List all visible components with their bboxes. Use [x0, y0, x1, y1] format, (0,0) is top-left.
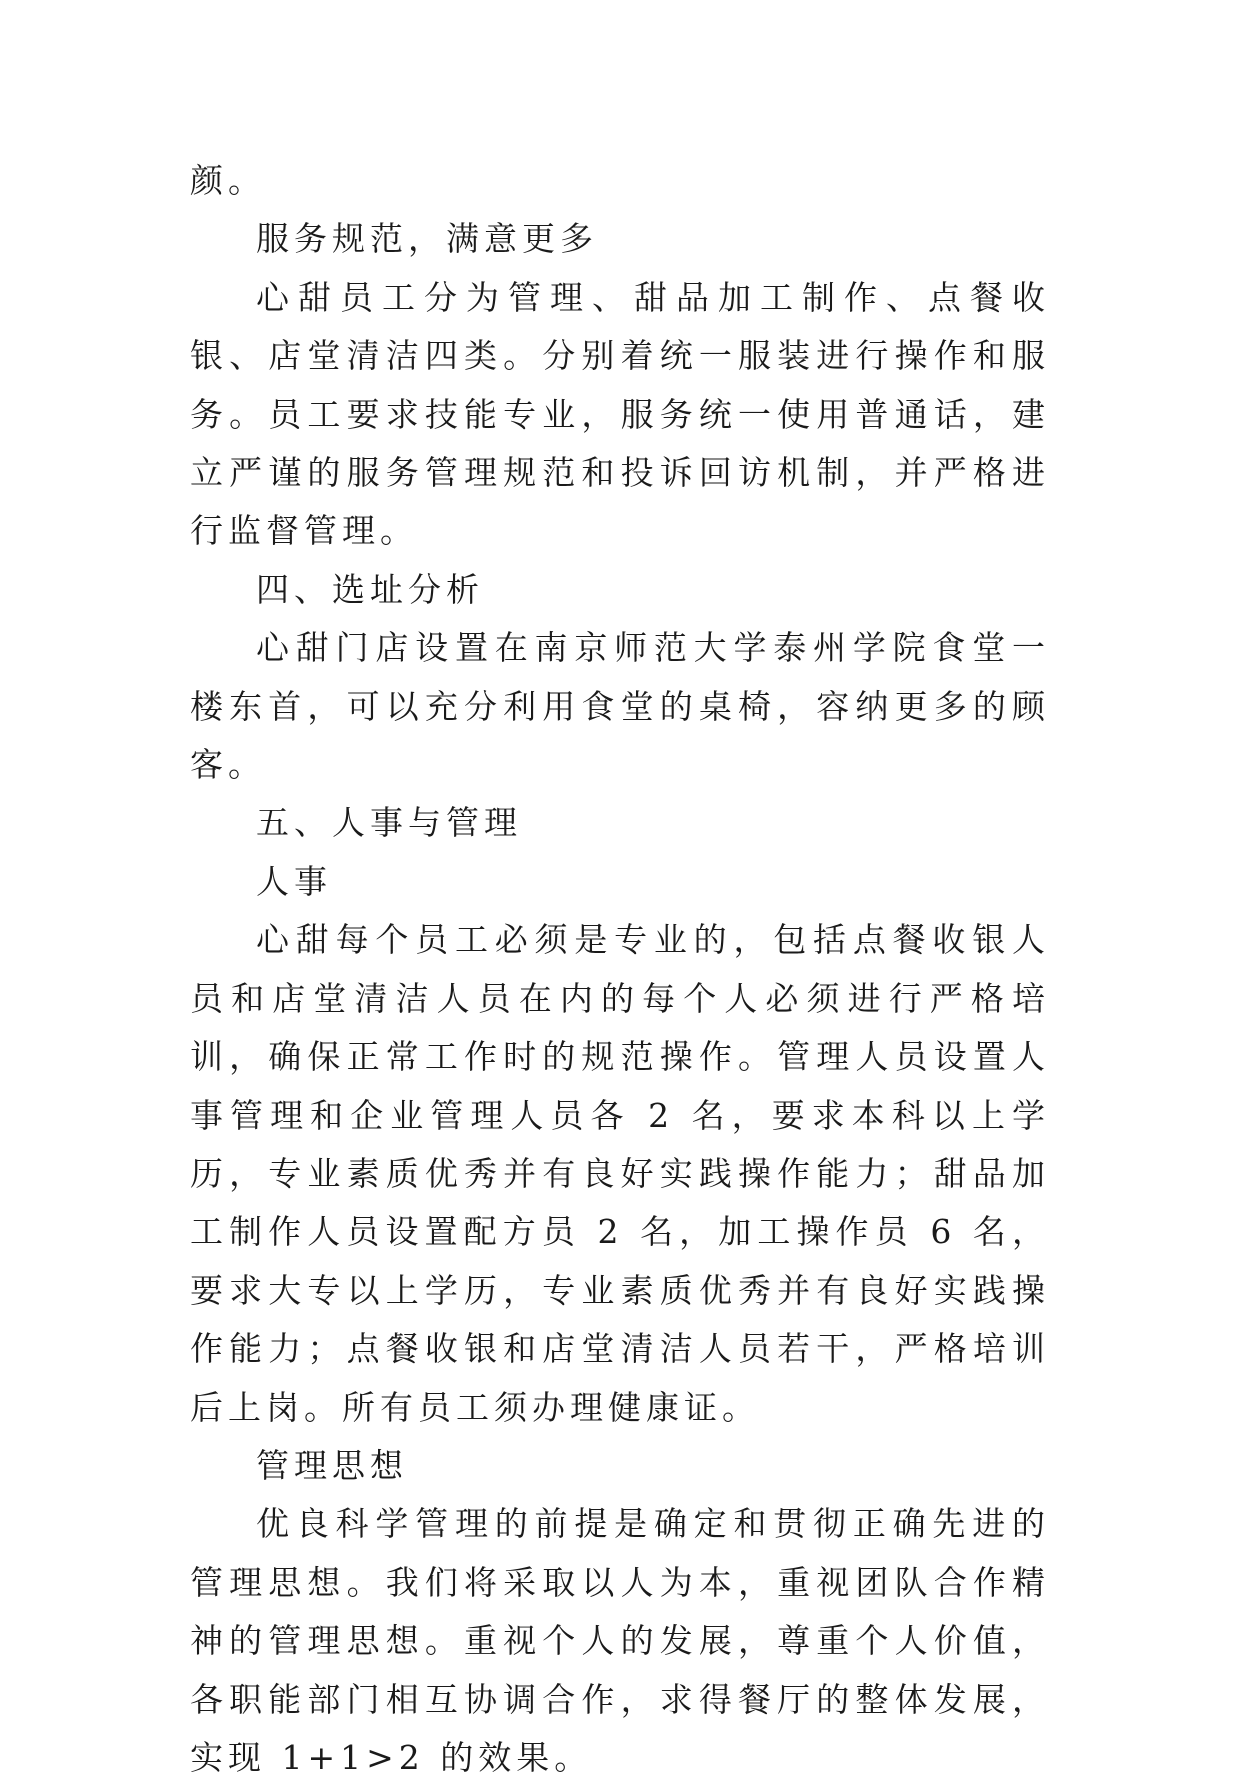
paragraph-continuation: 颜。	[190, 161, 266, 200]
paragraph-personnel-details: 心甜每个员工必须是专业的，包括点餐收银人员和店堂清洁人员在内的每个人必须进行严格培训，确保正常工作时的规范操作。管理人员设置人事管理和企业管理人员各 2 名，要求本科以上学历，专业素质优秀并有良好实践操作能力；甜品加工制作人员设置配方员 2 名，加工操作员 6 名，要求大专以上学历，专业素质优秀并有良好实践操作能力；点餐收银和店堂清洁人员若干，严格培训后上岗。所有员工须办理健康证。	[190, 920, 1050, 1427]
section-heading-site-analysis: 四、选址分析	[256, 569, 484, 609]
subheading-service-standard: 服务规范，满意更多	[256, 219, 598, 259]
paragraph-management-philosophy: 优良科学管理的前提是确定和贯彻正确先进的管理思想。我们将采取以人为本，重视团队合作精神的管理思想。重视个人的发展，尊重个人价值，各职能部门相互协调合作，求得餐厅的整体发展，实现 1+1>2 的效果。	[190, 1504, 1050, 1777]
section-heading-personnel-management: 五、人事与管理	[256, 803, 522, 843]
paragraph-store-location: 心甜门店设置在南京师范大学泰州学院食堂一楼东首，可以充分利用食堂的桌椅，容纳更多的顾客。	[190, 628, 1050, 785]
subheading-personnel: 人事	[256, 861, 332, 901]
document-body	[190, 152, 1050, 1787]
paragraph-staff-categories: 心甜员工分为管理、甜品加工制作、点餐收银、店堂清洁四类。分别着统一服装进行操作和服务。员工要求技能专业，服务统一使用普通话，建立严谨的服务管理规范和投诉回访机制，并严格进行监督管理。	[190, 277, 1050, 551]
subheading-management-philosophy: 管理思想	[256, 1445, 408, 1485]
